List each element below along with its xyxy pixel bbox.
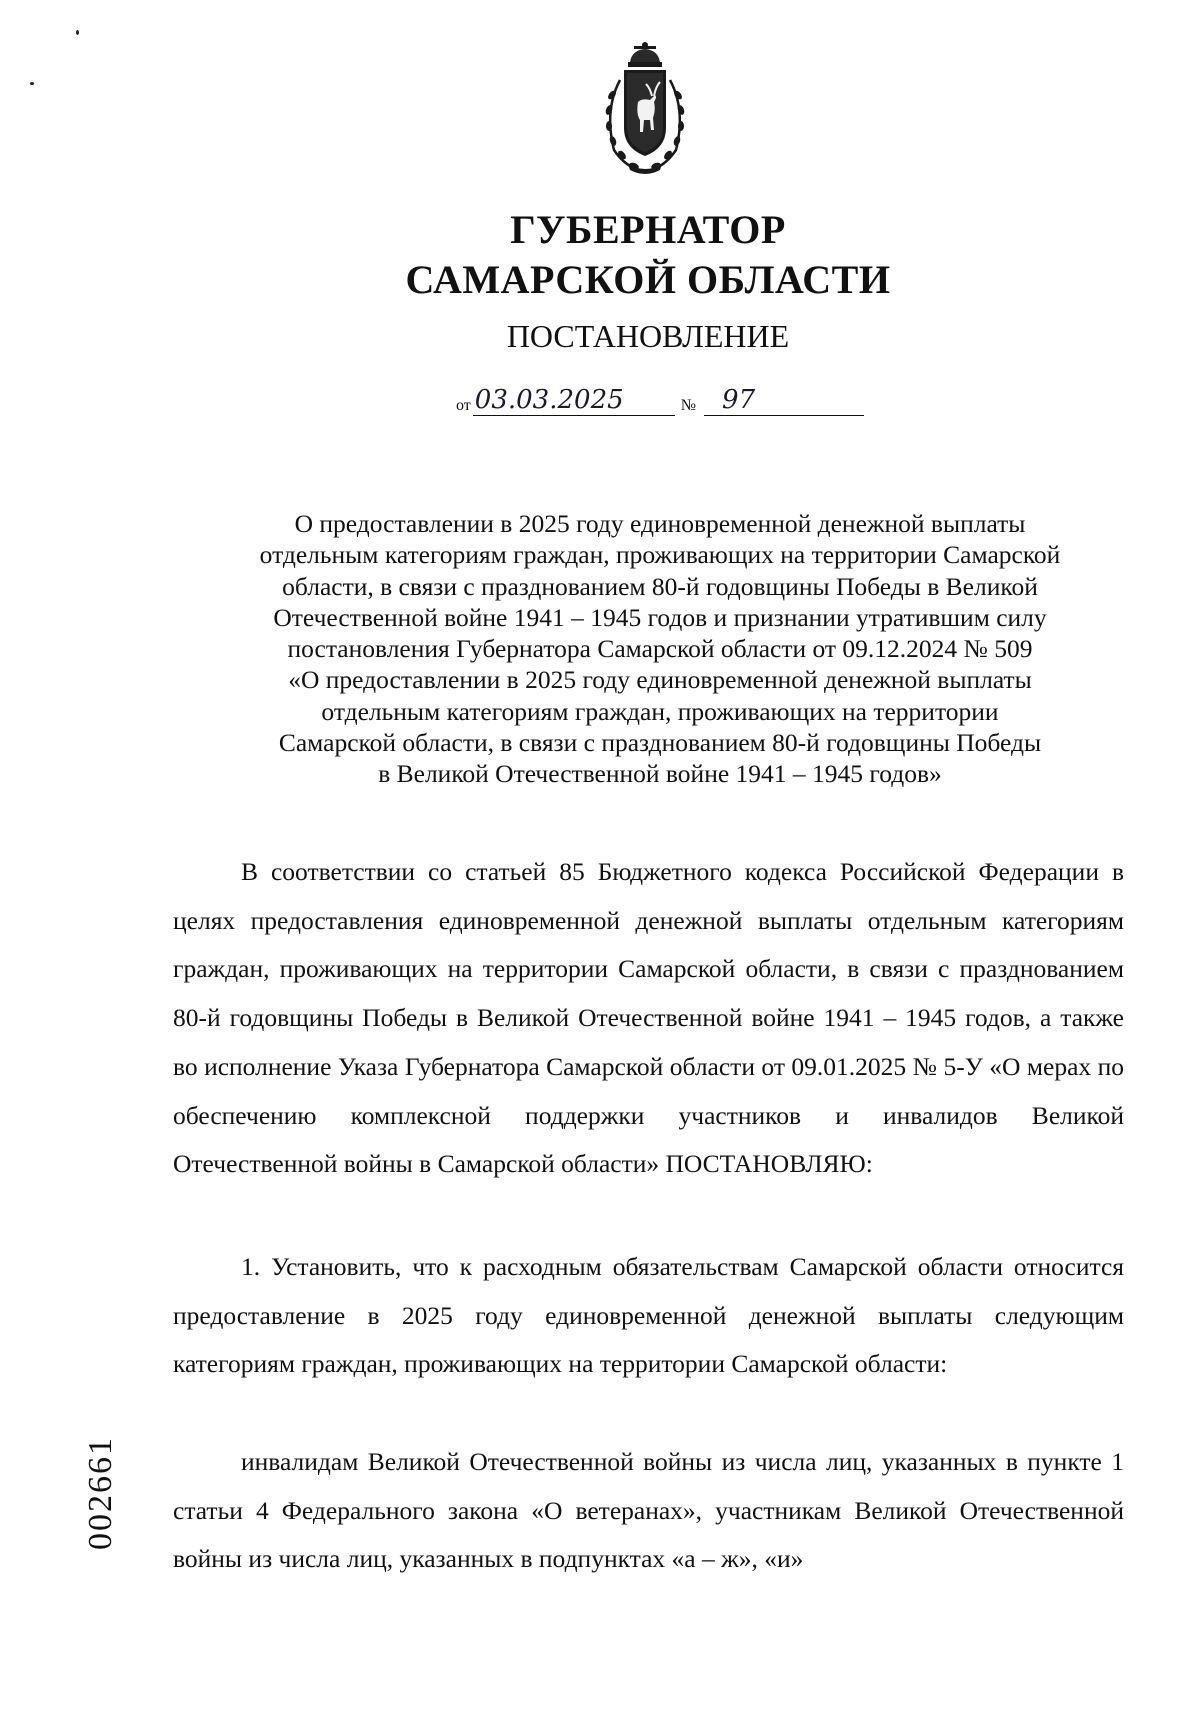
paragraph-text: В соответствии со статьей 85 Бюджетного кодекса Российской Федерации в целях предоставления единовременной денежной выплаты отдельным категориям граждан, проживающих на территории Самарской области, в связи с празднованием 80-й годовщины Победы в Великой Отечественной войне 1941 – 1945 годов, а также во исполнение Указа Губернатора Самарской области от 09.01.2025 № 5-У «О мерах по обеспечению комплексной поддержки участников и инвалидов Великой Отечественной войны в Самарской области» ПОСТАНОВЛЯЮ: <box>173 857 1124 1179</box>
document-title <box>190 508 1130 790</box>
samara-coat-of-arms-icon <box>590 40 700 180</box>
handwritten-date: 03.03.2025 <box>473 385 675 416</box>
paragraph-text: 1. Установить, что к расходным обязательствам Самарской области относится предоставление в 2025 году единовременной денежной выплаты следующим категориям граждан, проживающих на территории Самарской области: <box>173 1252 1124 1379</box>
title-line: области, в связи с празднованием 80-й годовщины Победы в Великой <box>282 571 1038 601</box>
body-paragraph-1 <box>173 1243 1124 1389</box>
title-line: Отечественной войне 1941 – 1945 годов и признании утратившим силу <box>273 602 1047 632</box>
registration-line <box>456 380 864 416</box>
title-line: «О предоставлении в 2025 году единовременной денежной выплаты <box>288 665 1032 695</box>
title-line: отдельным категориям граждан, проживающих на территории Самарской <box>259 540 1061 570</box>
issuer-title-line1: ГУБЕРНАТОР <box>510 207 786 252</box>
title-line: в Великой Отечественной войне 1941 – 1945 годов» <box>378 759 942 789</box>
scan-speck <box>30 82 34 85</box>
paragraph-text: инвалидам Великой Отечественной войны из числа лиц, указанных в пункте 1 статьи 4 Федерального закона «О ветеранах», участникам Великой Отечественной войны из числа лиц, указанных в подпунктах «а – ж», «и» <box>173 1447 1124 1574</box>
document-type: ПОСТАНОВЛЕНИЕ <box>506 318 790 354</box>
title-line: постановления Губернатора Самарской области от 09.12.2024 № 509 <box>287 634 1033 664</box>
scan-speck <box>76 30 79 35</box>
form-serial-number: 002661 <box>82 1436 119 1550</box>
title-line: О предоставлении в 2025 году единовременной денежной выплаты <box>294 509 1026 538</box>
handwritten-number: 97 <box>704 385 864 416</box>
title-line: Самарской области, в связи с празднованием 80-й годовщины Победы <box>278 728 1042 758</box>
number-label: № <box>680 397 697 414</box>
body-paragraph-recipients <box>173 1438 1124 1584</box>
issuer-title-line2: САМАРСКОЙ ОБЛАСТИ <box>405 257 891 302</box>
title-line: отдельным категориям граждан, проживающих на территории <box>321 696 999 726</box>
body-paragraph-preamble <box>173 848 1124 1189</box>
date-label: от <box>456 397 471 414</box>
